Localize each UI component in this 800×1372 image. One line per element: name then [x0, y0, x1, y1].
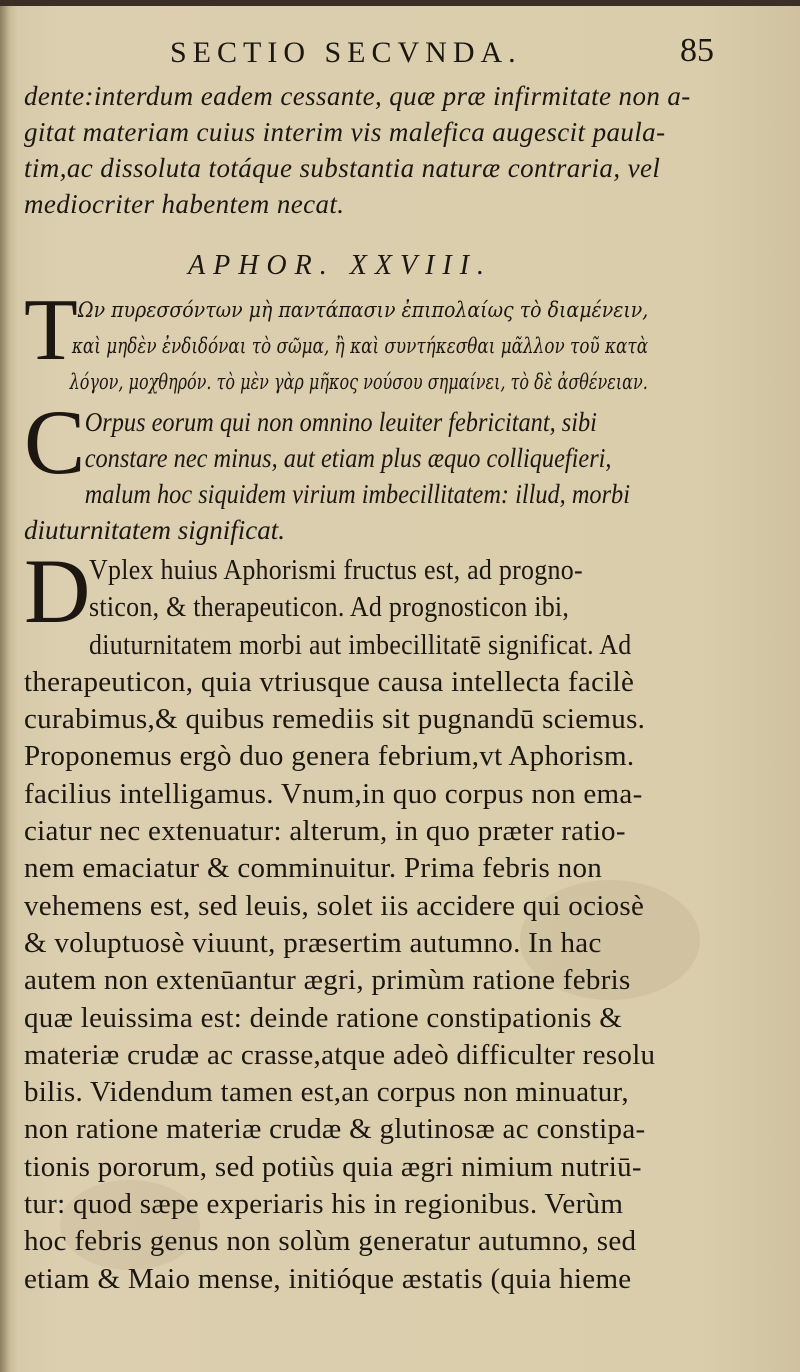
- text-line: diuturnitatem morbi aut imbecillitatē significat. Ad: [89, 628, 632, 661]
- text-line: facilius intelligamus. Vnum,in quo corpus non ema-: [24, 777, 643, 810]
- text-line: bilis. Videndum tamen est,an corpus non minuatur,: [24, 1076, 629, 1109]
- text-line: & voluptuosè viuunt, præsertim autumno. In hac: [24, 926, 602, 959]
- aphorism-heading: APHOR. XXVIII.: [188, 250, 493, 281]
- text-line: autem non extenūantur ægri, primùm ratione febris: [24, 964, 631, 997]
- text-line: sticon, & therapeuticon. Ad prognosticon ibi,: [89, 591, 570, 624]
- text-line: καὶ μηδὲν ἐνδιδόναι τὸ σῶμα, ἢ καὶ συντήκεσθαι μᾶλλον τοῦ κατὰ: [71, 334, 649, 358]
- commentary: [24, 540, 708, 1298]
- text-line: Vplex huius Aphorismi fructus est, ad progno-: [89, 554, 583, 586]
- text-line: tionis pororum, sed potiùs quia ægri nimium nutriū-: [24, 1150, 642, 1183]
- text-line: dente:interdum eadem cessante, quæ præ infirmitate non a-: [24, 81, 691, 111]
- drop-cap: T: [24, 282, 78, 379]
- text-line: non ratione materiæ crudæ & glutinosæ ac constipa-: [24, 1113, 646, 1146]
- text-line: hoc febris genus non solùm generatur autumno, sed: [24, 1225, 637, 1258]
- text-line: vehemens est, sed leuis, solet iis accidere qui ociosè: [24, 889, 645, 922]
- italic-continuation: [24, 78, 708, 222]
- text-line: nem emaciatur & comminuitur. Prima febris non: [24, 852, 603, 885]
- page-header: [0, 26, 800, 76]
- gutter-shadow: [0, 0, 10, 1372]
- text-line: etiam & Maio mense, initióque æstatis (quia hieme: [24, 1262, 632, 1295]
- text-line: Proponemus ergò duo genera febrium,vt Aphorism.: [24, 740, 635, 773]
- text-line: therapeuticon, quia vtriusque causa intellecta facilè: [24, 665, 635, 698]
- text-line: quæ leuissima est: deinde ratione constipationis &: [24, 1001, 623, 1034]
- drop-cap: D: [24, 540, 91, 642]
- text-line: diuturnitatem significat.: [24, 515, 285, 545]
- page-top-edge: [0, 0, 800, 6]
- text-line: curabimus,& quibus remediis sit pugnandū sciemus.: [24, 703, 646, 736]
- text-line: constare nec minus, aut etiam plus æquo colliquefieri,: [84, 443, 612, 473]
- greek-aphorism: [24, 282, 708, 400]
- latin-translation: [24, 391, 708, 548]
- text-line: ciatur nec extenuatur: alterum, in quo præter ratio-: [24, 815, 626, 848]
- text-line: mediocriter habentem necat.: [24, 189, 345, 219]
- text-line: malum hoc siquidem virium imbecillitatem: illud, morbi: [84, 479, 630, 509]
- text-line: tim,ac dissoluta totáque substantia naturæ contraria, vel: [24, 153, 661, 183]
- text-line: tur: quod sæpe experiaris his in regionibus. Verùm: [24, 1188, 624, 1221]
- page-number: 85: [680, 32, 714, 69]
- text-line: gitat materiam cuius interim vis malefica augescit paula-: [24, 117, 666, 147]
- running-head: SECTIO SECVNDA.: [170, 36, 522, 69]
- text-line: materiæ crudæ ac crasse,atque adeò difficulter resolu: [24, 1038, 656, 1071]
- drop-cap: C: [24, 391, 86, 493]
- text-line: λόγον, μοχθηρόν. τὸ μὲν γὰρ μῆκος νούσου σημαίνει, τὸ δὲ ἀσθένειαν.: [69, 370, 648, 394]
- text-line: Ων πυρεσσόντων μὴ παντάπασιν ἐπιπολαίως τὸ διαμένειν,: [77, 298, 649, 322]
- text-line: Orpus eorum qui non omnino leuiter febricitant, sibi: [84, 407, 597, 437]
